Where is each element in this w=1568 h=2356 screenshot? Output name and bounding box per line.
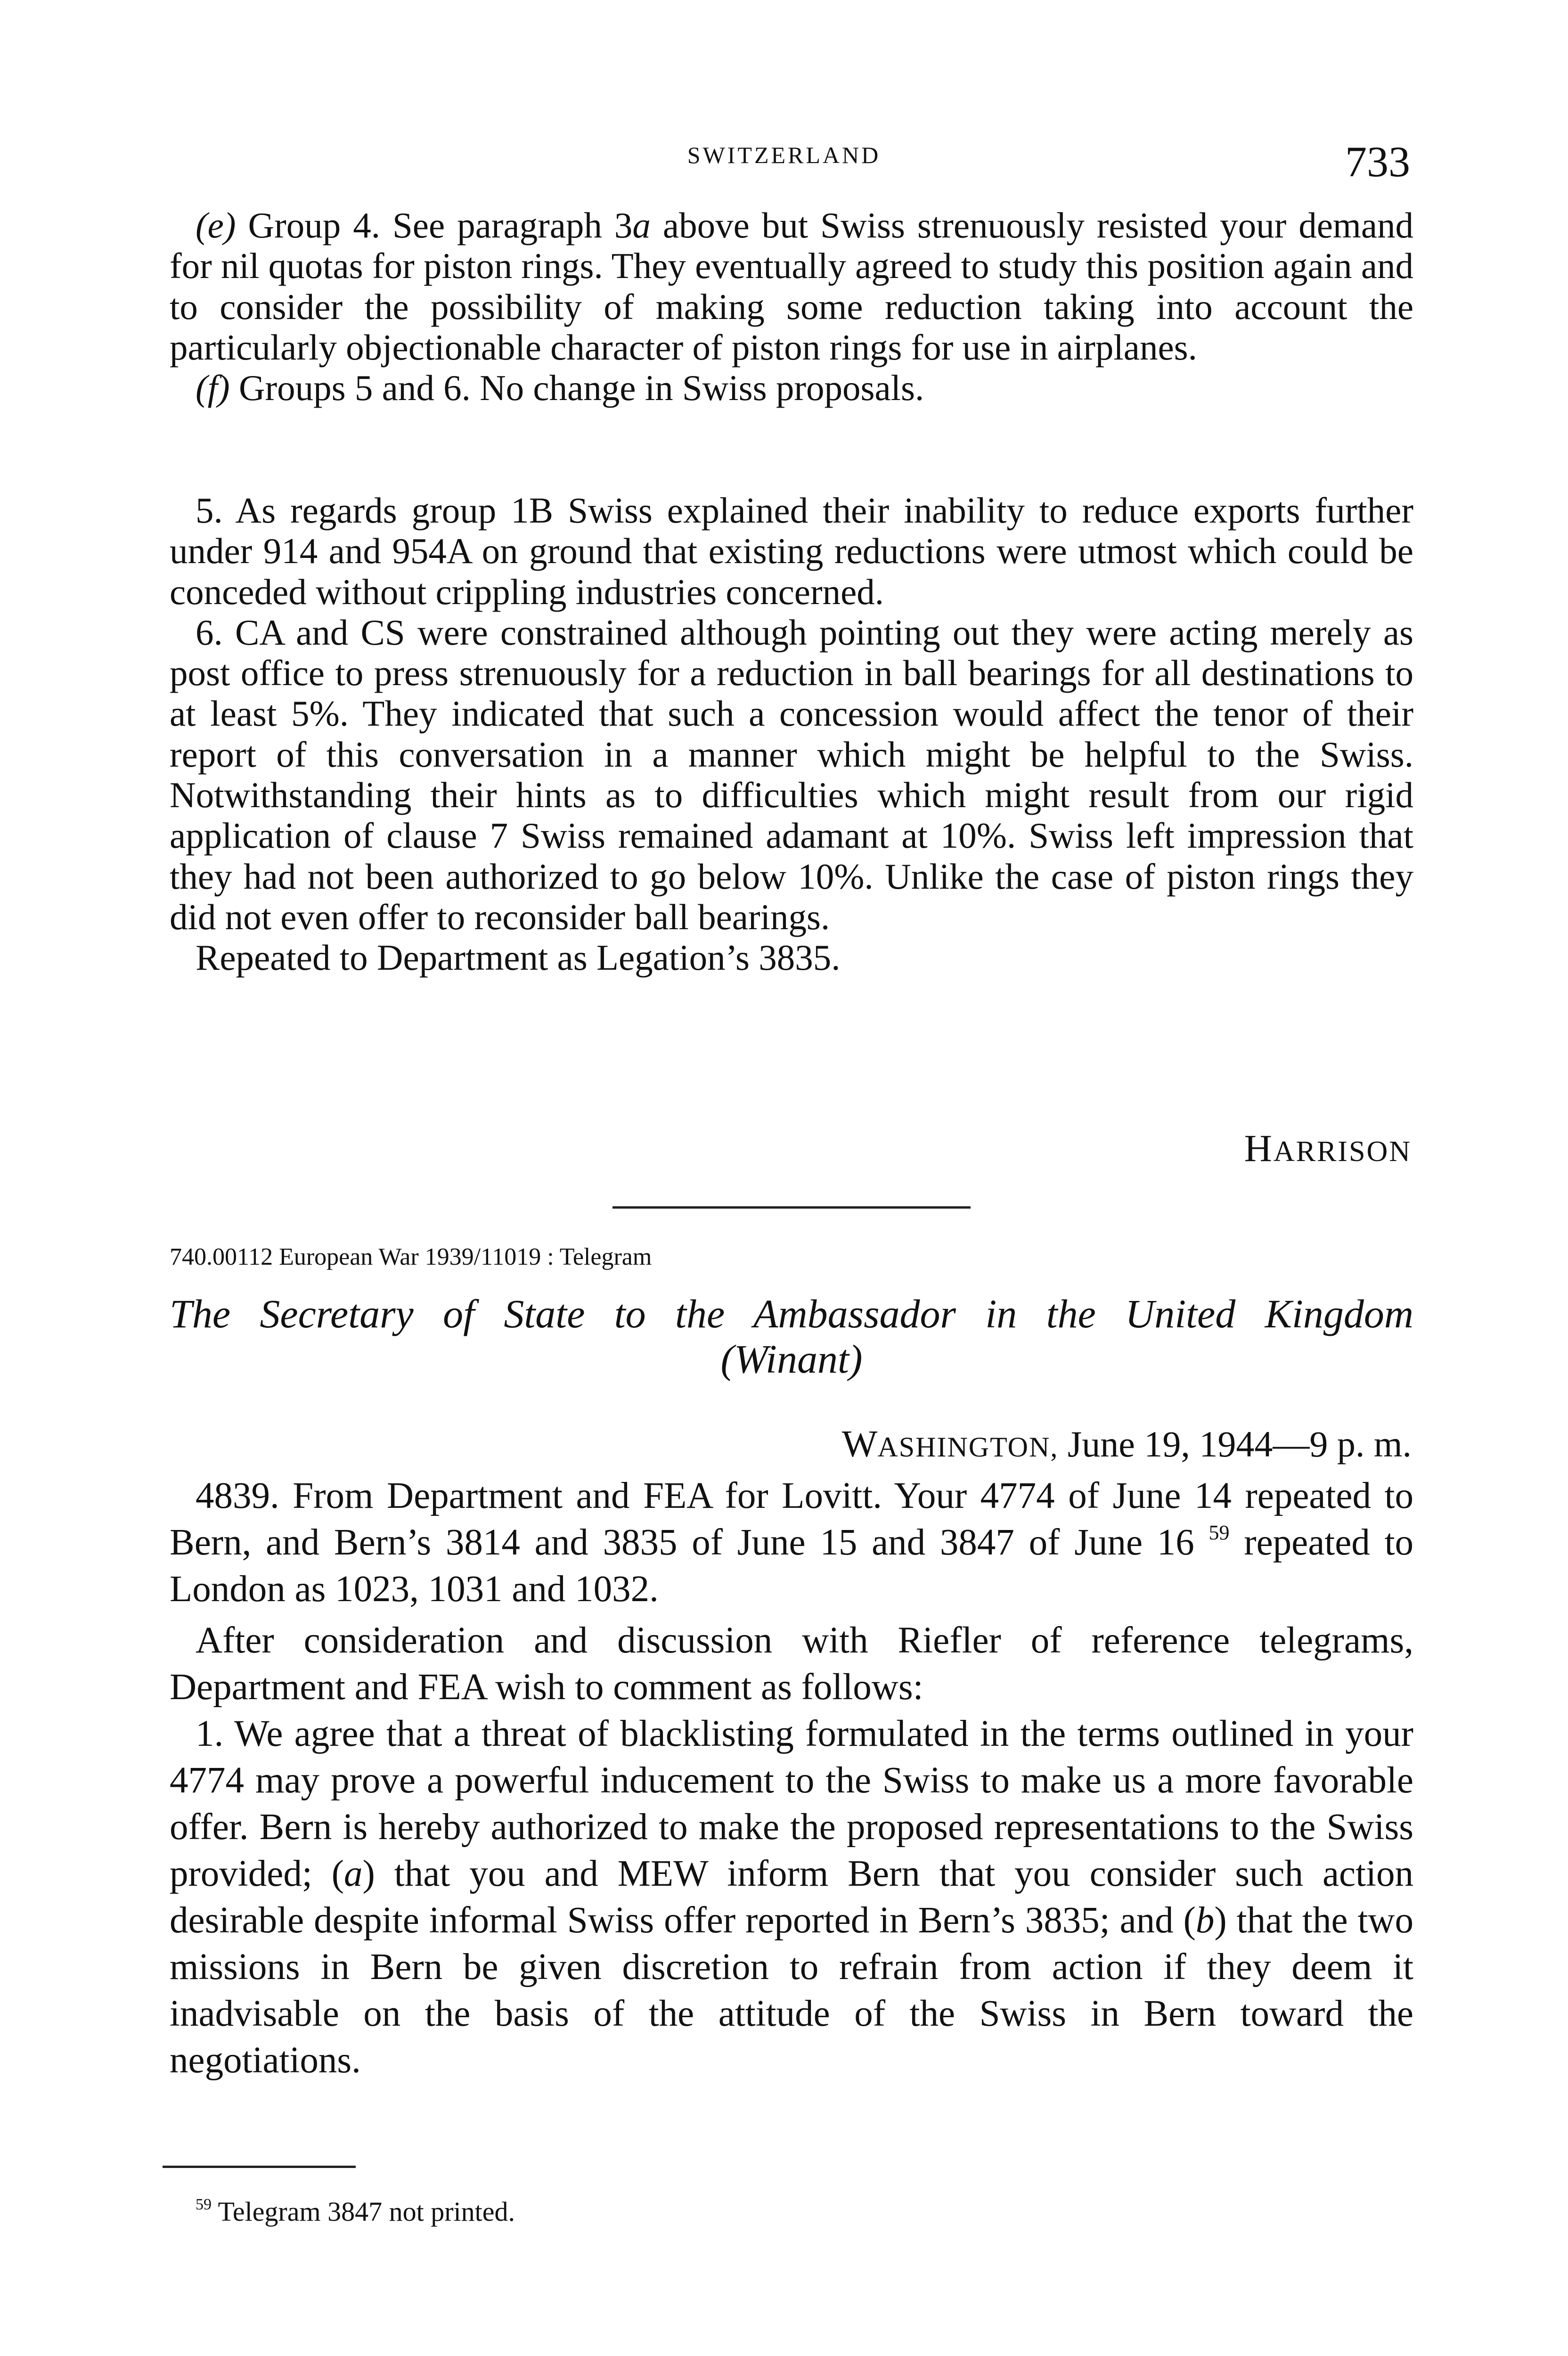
running-head [0,137,1568,193]
heading-line-1: The Secretary of State to the Ambassador in the United Kingdom [170,1291,1413,1336]
repeated-note: Repeated to Department as Legation’s 3835. [196,937,841,978]
paragraph-5: 5. As regards group 1B Swiss explained their inability to reduce exports further under 914 and 954A on ground that existing reductions were utmost which could be conceded without crippling industries concerned. [170,490,1413,612]
signature-harrison: HARRISON [1244,1127,1412,1170]
dateline: WASHINGTON, June 19, 1944—9 p. m. [841,1423,1412,1465]
label-e: (e) [196,205,236,245]
paragraph-e: (e) Group 4. See paragraph 3a above but Swiss strenuously resisted your demand for nil quotas for piston rings. They eventually agreed to study this position again and to consider the possibility of making some reduction taking into account the particularly objectionable character of piston rings for use in airplanes. [170,205,1413,368]
file-number: 740.00112 European War 1939/11019 : Telegram [170,1243,652,1270]
footnote-59 [196,2196,515,2227]
continued-telegram-block [170,205,1413,408]
continued-telegram-block-2 [170,490,1413,978]
paragraph-f: (f) Groups 5 and 6. No change in Swiss proposals. [196,368,924,409]
page-number: 733 [1345,138,1410,186]
telegram-body [170,1472,1413,2084]
paragraph-6: 6. CA and CS were constrained although pointing out they were acting merely as post office to press strenuously for a reduction in ball bearings for all destinations to at least 5%. They indicated that such a concession would affect the tenor of their report of this conversation in a manner which might be helpful to the Swiss. Notwithstanding their hints as to difficulties which might result from our rigid application of clause 7 Swiss remained adamant at 10%. Swiss left impression that they had not been authorized to go below 10%. Unlike the case of piston rings they did not even offer to reconsider ball bearings. [170,612,1413,937]
footnote-text: Telegram 3847 not printed. [218,2196,515,2227]
running-title: SWITZERLAND [687,142,881,168]
heading-line-2: (Winant) [720,1336,863,1382]
footnote-number: 59 [196,2196,212,2213]
paragraph-4839: 4839. From Department and FEA for Lovitt. Your 4774 of June 14 repeated to Bern, and Bern’s 3814 and 3835 of June 15 and 3847 of June 16 $^{59}$ repeated to London as 1023, 1031 and 1032. [170,1475,1414,1610]
label-f: (f) [196,368,230,409]
footnote-ref-59: 59 [1209,1521,1230,1544]
footnote-rule [163,2166,356,2168]
document-heading [170,1291,1413,1382]
paragraph-after-consideration: After consideration and discussion with Riefler of reference telegrams, Department and FEA wish to comment as follows: [170,1620,1413,1708]
section-divider [612,1206,971,1209]
paragraph-1: 1. We agree that a threat of blacklisting formulated in the terms outlined in your 4774 may prove a powerful inducement to the Swiss to make us a more favorable offer. Bern is hereby authorized to make the proposed representations to the Swiss provided; (a) that you and MEW inform Bern that you consider such action desirable despite informal Swiss offer reported in Bern’s 3835; and (b) that the two missions in Bern be given discretion to refrain from action if they deem it inadvisable on the basis of the attitude of the Swiss in Bern toward the negotiations. [170,1713,1413,2081]
